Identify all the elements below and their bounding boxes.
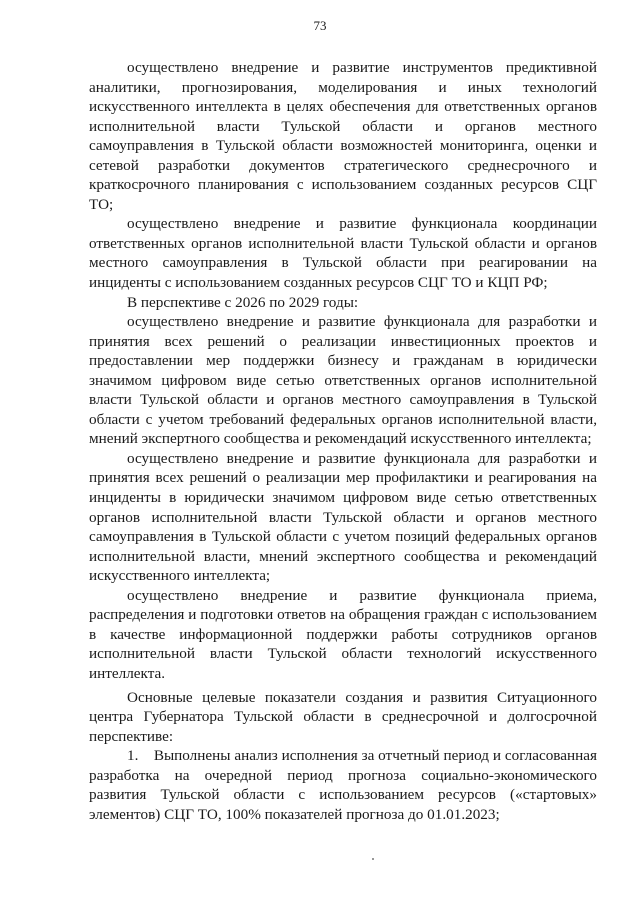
paragraph-prevention-decisions: осуществлено внедрение и развитие функционала для разработки и принятия всех решений о реализации мер профилактики и реагирования на инциденты в юридически значимом цифровом виде сетью ответственных органов исполнительной власти Тульской области и органов местного самоуправления в Тульской области с учетом позиций федеральных органов исполнительной власти, мнений экспертного сообщества и рекомендаций искусственного интеллекта;: [89, 449, 597, 585]
page-number: 73: [313, 18, 327, 33]
paragraph-target-indicators: Основные целевые показатели создания и развития Ситуационного центра Губернатора Тульской области в среднесрочной и долгосрочной перспективе:: [89, 688, 597, 745]
scan-speck: [372, 858, 374, 860]
paragraph-investment-decisions: осуществлено внедрение и развитие функционала для разработки и принятия всех решений о реализации инвестиционных проектов и предоставлении мер поддержки бизнесу и гражданам в юридически значимом цифровом виде сетью ответственных органов исполнительной власти Тульской области и органов местного самоуправления в Тульской области с учетом требований федеральных органов исполнительной власти, мнений экспертного сообщества и рекомендаций искусственного интеллекта;: [89, 313, 597, 448]
document-body: [89, 58, 597, 824]
paragraph-citizen-appeals: осуществлено внедрение и развитие функционала приема, распределения и подготовки ответов на обращения граждан с использованием в качестве информационной поддержки работы сотрудников органов исполнительной власти Тульской области технологий искусственного интеллекта.: [89, 586, 597, 682]
paragraph-predictive-analytics: осуществлено внедрение и развитие инструментов предиктивной аналитики, прогнозирования, моделирования и иных технологий искусственного интеллекта в целях обеспечения для ответственных органов исполнительной власти Тульской области и органов местного самоуправления в Тульской области возможностей мониторинга, оценки и сетевой разработки документов стратегического среднесрочного и краткосрочного планирования с использованием созданных ресурсов СЦГ ТО;: [89, 59, 597, 213]
paragraph-outlook-heading: В перспективе с 2026 по 2029 годы:: [127, 293, 359, 311]
paragraph-incident-coordination: осуществлено внедрение и развитие функционала координации ответственных органов исполнительной власти Тульской области и органов местного самоуправления в Тульской области при реагировании на инциденты с использованием созданных ресурсов СЦГ ТО и КЦП РФ;: [89, 215, 597, 292]
paragraph-indicator-1: 1. Выполнены анализ исполнения за отчетный период и согласованная разработка на очередной период прогноза социально-экономического развития Тульской области с использованием ресурсов («стартовых» элементов) СЦГ ТО, 100% показателей прогноза до 01.01.2023;: [89, 747, 597, 823]
